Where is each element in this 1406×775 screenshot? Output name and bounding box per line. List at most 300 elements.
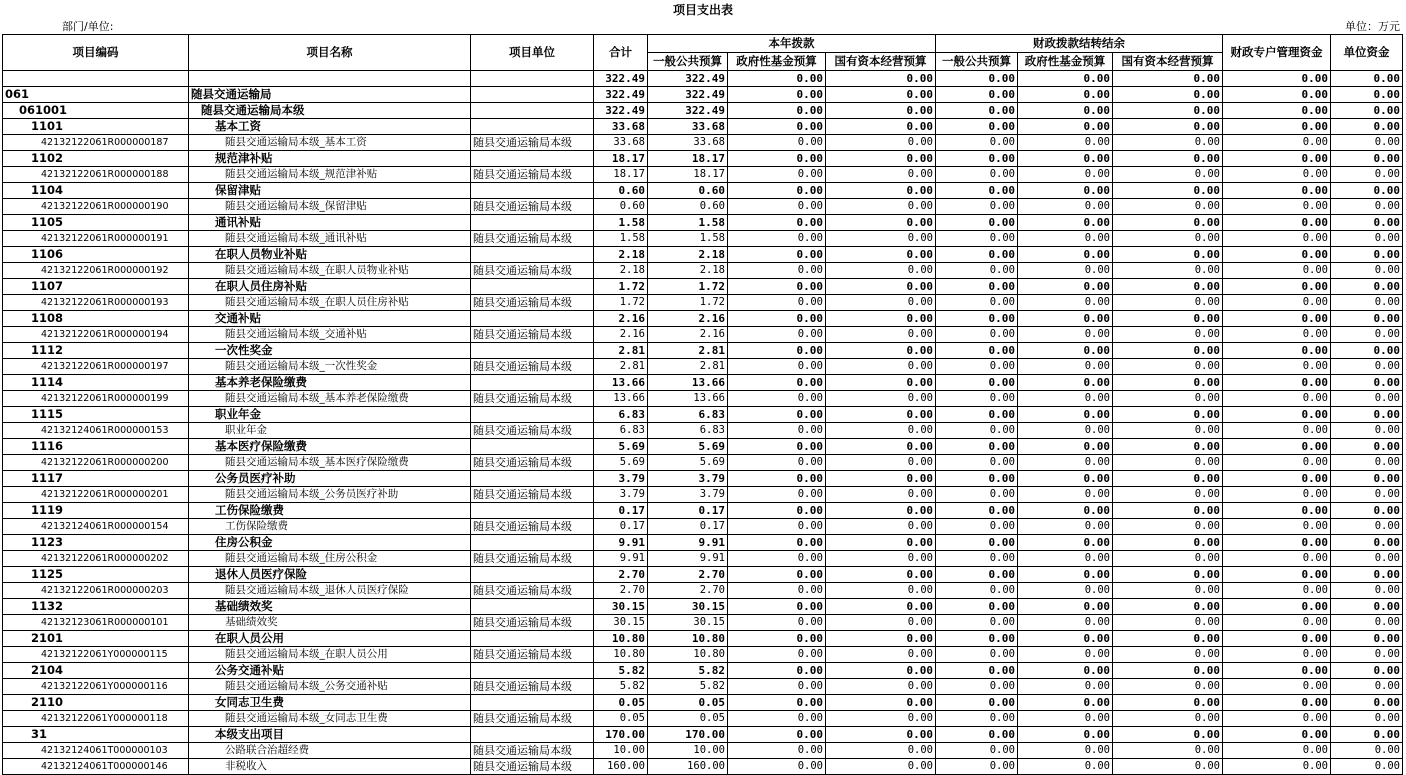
cell-g2-fund[interactable]: 0.00 <box>1018 759 1113 775</box>
cell-g2-fund[interactable]: 0.00 <box>1018 359 1113 375</box>
cell-g2-fund[interactable]: 0.00 <box>1018 503 1113 519</box>
cell-g2-fund[interactable]: 0.00 <box>1018 247 1113 263</box>
cell-g2-general[interactable]: 0.00 <box>936 487 1018 503</box>
cell-special-account[interactable]: 0.00 <box>1223 391 1331 407</box>
cell-name[interactable]: 住房公积金 <box>189 535 471 551</box>
cell-special-account[interactable]: 0.00 <box>1223 663 1331 679</box>
cell-code[interactable]: 1112 <box>3 343 189 359</box>
cell-g1-fund[interactable]: 0.00 <box>728 407 826 423</box>
cell-special-account[interactable]: 0.00 <box>1223 535 1331 551</box>
cell-code[interactable]: 42132122061R000000193 <box>3 295 189 311</box>
table-row[interactable] <box>3 535 1403 551</box>
cell-g2-general[interactable]: 0.00 <box>936 247 1018 263</box>
cell-g1-general[interactable]: 1.72 <box>648 279 728 295</box>
cell-g2-general[interactable]: 0.00 <box>936 455 1018 471</box>
cell-g1-state-capital[interactable]: 0.00 <box>826 695 936 711</box>
cell-code[interactable]: 1106 <box>3 247 189 263</box>
cell-g1-general[interactable]: 2.70 <box>648 567 728 583</box>
cell-g2-fund[interactable]: 0.00 <box>1018 295 1113 311</box>
table-row[interactable] <box>3 375 1403 391</box>
cell-g2-state-capital[interactable]: 0.00 <box>1113 599 1223 615</box>
cell-unit[interactable] <box>471 119 594 135</box>
cell-g1-general[interactable]: 18.17 <box>648 167 728 183</box>
table-row[interactable] <box>3 727 1403 743</box>
cell-code[interactable]: 2104 <box>3 663 189 679</box>
table-row[interactable] <box>3 423 1403 439</box>
cell-name[interactable]: 随县交通运输局本级_在职人员物业补贴 <box>189 263 471 279</box>
cell-own-funds[interactable]: 0.00 <box>1331 295 1403 311</box>
cell-g2-fund[interactable]: 0.00 <box>1018 455 1113 471</box>
table-row[interactable] <box>3 391 1403 407</box>
table-row[interactable] <box>3 759 1403 775</box>
cell-code[interactable]: 42132124061R000000153 <box>3 423 189 439</box>
cell-total[interactable]: 1.58 <box>594 215 648 231</box>
cell-g2-state-capital[interactable]: 0.00 <box>1113 631 1223 647</box>
cell-name[interactable]: 随县交通运输局 <box>189 87 471 103</box>
cell-total[interactable]: 0.60 <box>594 199 648 215</box>
cell-g2-fund[interactable]: 0.00 <box>1018 71 1113 87</box>
cell-g1-fund[interactable]: 0.00 <box>728 663 826 679</box>
cell-code[interactable]: 1119 <box>3 503 189 519</box>
cell-g1-fund[interactable]: 0.00 <box>728 695 826 711</box>
cell-g1-fund[interactable]: 0.00 <box>728 727 826 743</box>
cell-g2-state-capital[interactable]: 0.00 <box>1113 711 1223 727</box>
table-row[interactable] <box>3 631 1403 647</box>
cell-g2-state-capital[interactable]: 0.00 <box>1113 503 1223 519</box>
cell-unit[interactable]: 随县交通运输局本级 <box>471 519 594 535</box>
cell-g2-state-capital[interactable]: 0.00 <box>1113 743 1223 759</box>
cell-total[interactable]: 1.72 <box>594 279 648 295</box>
table-row[interactable] <box>3 471 1403 487</box>
table-row[interactable] <box>3 407 1403 423</box>
cell-name[interactable]: 随县交通运输局本级_住房公积金 <box>189 551 471 567</box>
cell-g1-state-capital[interactable]: 0.00 <box>826 135 936 151</box>
cell-own-funds[interactable]: 0.00 <box>1331 535 1403 551</box>
cell-code[interactable]: 42132122061R000000190 <box>3 199 189 215</box>
table-row[interactable] <box>3 135 1403 151</box>
cell-g2-general[interactable]: 0.00 <box>936 215 1018 231</box>
header-group-carryover[interactable]: 财政拨款结转结余 <box>936 35 1223 53</box>
cell-g1-general[interactable]: 0.05 <box>648 695 728 711</box>
table-row[interactable] <box>3 231 1403 247</box>
cell-unit[interactable] <box>471 567 594 583</box>
header-own-funds[interactable]: 单位资金 <box>1331 35 1403 71</box>
cell-special-account[interactable]: 0.00 <box>1223 199 1331 215</box>
cell-g2-state-capital[interactable]: 0.00 <box>1113 407 1223 423</box>
cell-g2-state-capital[interactable]: 0.00 <box>1113 759 1223 775</box>
cell-g2-state-capital[interactable]: 0.00 <box>1113 439 1223 455</box>
cell-g1-state-capital[interactable]: 0.00 <box>826 631 936 647</box>
cell-code[interactable]: 42132122061Y000000115 <box>3 647 189 663</box>
cell-own-funds[interactable]: 0.00 <box>1331 743 1403 759</box>
table-row[interactable] <box>3 71 1403 87</box>
cell-g2-state-capital[interactable]: 0.00 <box>1113 663 1223 679</box>
cell-total[interactable]: 0.05 <box>594 695 648 711</box>
cell-g2-fund[interactable]: 0.00 <box>1018 423 1113 439</box>
cell-g2-fund[interactable]: 0.00 <box>1018 711 1113 727</box>
cell-g1-general[interactable]: 5.69 <box>648 439 728 455</box>
cell-special-account[interactable]: 0.00 <box>1223 167 1331 183</box>
cell-g2-state-capital[interactable]: 0.00 <box>1113 87 1223 103</box>
cell-g2-state-capital[interactable]: 0.00 <box>1113 487 1223 503</box>
cell-code[interactable]: 1101 <box>3 119 189 135</box>
cell-own-funds[interactable]: 0.00 <box>1331 407 1403 423</box>
header-name[interactable]: 项目名称 <box>189 35 471 71</box>
cell-own-funds[interactable]: 0.00 <box>1331 231 1403 247</box>
cell-special-account[interactable]: 0.00 <box>1223 455 1331 471</box>
cell-g2-general[interactable]: 0.00 <box>936 727 1018 743</box>
cell-g1-state-capital[interactable]: 0.00 <box>826 375 936 391</box>
cell-total[interactable]: 10.00 <box>594 743 648 759</box>
cell-total[interactable]: 2.81 <box>594 343 648 359</box>
cell-own-funds[interactable]: 0.00 <box>1331 135 1403 151</box>
cell-name[interactable]: 基本工资 <box>189 119 471 135</box>
cell-unit[interactable]: 随县交通运输局本级 <box>471 743 594 759</box>
cell-own-funds[interactable]: 0.00 <box>1331 551 1403 567</box>
cell-code[interactable]: 42132124061T000000103 <box>3 743 189 759</box>
cell-g2-general[interactable]: 0.00 <box>936 87 1018 103</box>
table-row[interactable] <box>3 359 1403 375</box>
cell-unit[interactable] <box>471 599 594 615</box>
cell-g1-fund[interactable]: 0.00 <box>728 199 826 215</box>
cell-code[interactable]: 42132122061R000000199 <box>3 391 189 407</box>
cell-g2-state-capital[interactable]: 0.00 <box>1113 375 1223 391</box>
cell-g1-fund[interactable]: 0.00 <box>728 167 826 183</box>
cell-g1-general[interactable]: 5.82 <box>648 679 728 695</box>
cell-g1-fund[interactable]: 0.00 <box>728 439 826 455</box>
cell-g2-state-capital[interactable]: 0.00 <box>1113 151 1223 167</box>
cell-special-account[interactable]: 0.00 <box>1223 87 1331 103</box>
cell-special-account[interactable]: 0.00 <box>1223 503 1331 519</box>
cell-g2-fund[interactable]: 0.00 <box>1018 519 1113 535</box>
cell-g2-general[interactable]: 0.00 <box>936 183 1018 199</box>
cell-g1-general[interactable]: 2.81 <box>648 359 728 375</box>
cell-g2-general[interactable]: 0.00 <box>936 695 1018 711</box>
cell-g2-fund[interactable]: 0.00 <box>1018 471 1113 487</box>
cell-g2-fund[interactable]: 0.00 <box>1018 167 1113 183</box>
cell-own-funds[interactable]: 0.00 <box>1331 567 1403 583</box>
cell-own-funds[interactable]: 0.00 <box>1331 247 1403 263</box>
cell-code[interactable]: 061 <box>3 87 189 103</box>
table-row[interactable] <box>3 455 1403 471</box>
cell-g2-fund[interactable]: 0.00 <box>1018 599 1113 615</box>
cell-g1-state-capital[interactable]: 0.00 <box>826 391 936 407</box>
cell-g1-fund[interactable]: 0.00 <box>728 231 826 247</box>
cell-name[interactable]: 随县交通运输局本级_女同志卫生费 <box>189 711 471 727</box>
header-g2-state-capital[interactable]: 国有资本经营预算 <box>1113 53 1223 71</box>
cell-code[interactable]: 31 <box>3 727 189 743</box>
cell-g2-state-capital[interactable]: 0.00 <box>1113 71 1223 87</box>
cell-g2-state-capital[interactable]: 0.00 <box>1113 295 1223 311</box>
cell-total[interactable]: 13.66 <box>594 375 648 391</box>
cell-code[interactable]: 42132122061Y000000118 <box>3 711 189 727</box>
cell-g2-general[interactable]: 0.00 <box>936 167 1018 183</box>
cell-g2-state-capital[interactable]: 0.00 <box>1113 423 1223 439</box>
cell-g1-fund[interactable]: 0.00 <box>728 183 826 199</box>
cell-g1-state-capital[interactable]: 0.00 <box>826 439 936 455</box>
cell-special-account[interactable]: 0.00 <box>1223 119 1331 135</box>
cell-unit[interactable]: 随县交通运输局本级 <box>471 583 594 599</box>
header-g2-fund[interactable]: 政府性基金预算 <box>1018 53 1113 71</box>
cell-g2-general[interactable]: 0.00 <box>936 103 1018 119</box>
cell-own-funds[interactable]: 0.00 <box>1331 615 1403 631</box>
cell-g1-fund[interactable]: 0.00 <box>728 215 826 231</box>
cell-g2-fund[interactable]: 0.00 <box>1018 327 1113 343</box>
cell-total[interactable]: 5.82 <box>594 663 648 679</box>
cell-g1-state-capital[interactable]: 0.00 <box>826 215 936 231</box>
cell-g2-general[interactable]: 0.00 <box>936 615 1018 631</box>
cell-g2-general[interactable]: 0.00 <box>936 423 1018 439</box>
header-special-account[interactable]: 财政专户管理资金 <box>1223 35 1331 71</box>
cell-code[interactable]: 42132122061R000000187 <box>3 135 189 151</box>
cell-g2-state-capital[interactable]: 0.00 <box>1113 583 1223 599</box>
cell-g2-state-capital[interactable]: 0.00 <box>1113 695 1223 711</box>
cell-special-account[interactable]: 0.00 <box>1223 327 1331 343</box>
cell-g2-state-capital[interactable]: 0.00 <box>1113 647 1223 663</box>
cell-special-account[interactable]: 0.00 <box>1223 247 1331 263</box>
cell-g1-state-capital[interactable]: 0.00 <box>826 551 936 567</box>
cell-g2-fund[interactable]: 0.00 <box>1018 743 1113 759</box>
cell-g1-fund[interactable]: 0.00 <box>728 711 826 727</box>
cell-unit[interactable]: 随县交通运输局本级 <box>471 423 594 439</box>
cell-special-account[interactable]: 0.00 <box>1223 71 1331 87</box>
cell-name[interactable]: 公务员医疗补助 <box>189 471 471 487</box>
cell-own-funds[interactable]: 0.00 <box>1331 647 1403 663</box>
cell-g1-state-capital[interactable]: 0.00 <box>826 247 936 263</box>
cell-special-account[interactable]: 0.00 <box>1223 743 1331 759</box>
cell-total[interactable]: 13.66 <box>594 391 648 407</box>
cell-g2-fund[interactable]: 0.00 <box>1018 647 1113 663</box>
cell-unit[interactable] <box>471 215 594 231</box>
cell-unit[interactable] <box>471 151 594 167</box>
cell-g2-fund[interactable]: 0.00 <box>1018 663 1113 679</box>
cell-g2-fund[interactable]: 0.00 <box>1018 215 1113 231</box>
cell-g2-fund[interactable]: 0.00 <box>1018 407 1113 423</box>
cell-g2-general[interactable]: 0.00 <box>936 71 1018 87</box>
cell-name[interactable]: 随县交通运输局本级_在职人员住房补贴 <box>189 295 471 311</box>
cell-own-funds[interactable]: 0.00 <box>1331 759 1403 775</box>
cell-g1-state-capital[interactable]: 0.00 <box>826 231 936 247</box>
cell-total[interactable]: 9.91 <box>594 551 648 567</box>
cell-g1-state-capital[interactable]: 0.00 <box>826 103 936 119</box>
table-row[interactable] <box>3 487 1403 503</box>
cell-g2-fund[interactable]: 0.00 <box>1018 487 1113 503</box>
cell-name[interactable]: 保留津贴 <box>189 183 471 199</box>
cell-unit[interactable]: 随县交通运输局本级 <box>471 551 594 567</box>
cell-unit[interactable]: 随县交通运输局本级 <box>471 759 594 775</box>
cell-g1-state-capital[interactable]: 0.00 <box>826 311 936 327</box>
cell-g1-general[interactable]: 0.17 <box>648 503 728 519</box>
cell-own-funds[interactable]: 0.00 <box>1331 263 1403 279</box>
cell-g1-state-capital[interactable]: 0.00 <box>826 263 936 279</box>
cell-special-account[interactable]: 0.00 <box>1223 231 1331 247</box>
cell-g2-state-capital[interactable]: 0.00 <box>1113 327 1223 343</box>
cell-own-funds[interactable]: 0.00 <box>1331 359 1403 375</box>
cell-g1-state-capital[interactable]: 0.00 <box>826 87 936 103</box>
cell-special-account[interactable]: 0.00 <box>1223 279 1331 295</box>
cell-total[interactable]: 2.16 <box>594 311 648 327</box>
cell-special-account[interactable]: 0.00 <box>1223 295 1331 311</box>
cell-own-funds[interactable]: 0.00 <box>1331 727 1403 743</box>
cell-g1-fund[interactable]: 0.00 <box>728 247 826 263</box>
cell-g2-general[interactable]: 0.00 <box>936 631 1018 647</box>
cell-g2-fund[interactable]: 0.00 <box>1018 87 1113 103</box>
header-group-current-year[interactable]: 本年拨款 <box>648 35 936 53</box>
cell-g1-state-capital[interactable]: 0.00 <box>826 151 936 167</box>
cell-own-funds[interactable]: 0.00 <box>1331 119 1403 135</box>
cell-g1-general[interactable]: 2.70 <box>648 583 728 599</box>
table-row[interactable] <box>3 167 1403 183</box>
cell-g1-state-capital[interactable]: 0.00 <box>826 167 936 183</box>
header-total[interactable]: 合计 <box>594 35 648 71</box>
cell-special-account[interactable]: 0.00 <box>1223 183 1331 199</box>
cell-name[interactable] <box>189 71 471 87</box>
cell-unit[interactable] <box>471 375 594 391</box>
cell-name[interactable]: 随县交通运输局本级_基本工资 <box>189 135 471 151</box>
cell-g1-state-capital[interactable]: 0.00 <box>826 199 936 215</box>
cell-g2-state-capital[interactable]: 0.00 <box>1113 199 1223 215</box>
cell-code[interactable]: 1125 <box>3 567 189 583</box>
cell-g1-general[interactable]: 160.00 <box>648 759 728 775</box>
cell-g1-state-capital[interactable]: 0.00 <box>826 663 936 679</box>
cell-g1-general[interactable]: 322.49 <box>648 71 728 87</box>
cell-unit[interactable] <box>471 727 594 743</box>
cell-g1-general[interactable]: 5.69 <box>648 455 728 471</box>
cell-special-account[interactable]: 0.00 <box>1223 375 1331 391</box>
cell-own-funds[interactable]: 0.00 <box>1331 503 1403 519</box>
cell-g1-state-capital[interactable]: 0.00 <box>826 279 936 295</box>
cell-name[interactable]: 职业年金 <box>189 423 471 439</box>
cell-own-funds[interactable]: 0.00 <box>1331 455 1403 471</box>
cell-total[interactable]: 322.49 <box>594 103 648 119</box>
cell-g1-general[interactable]: 13.66 <box>648 375 728 391</box>
cell-g2-general[interactable]: 0.00 <box>936 295 1018 311</box>
cell-special-account[interactable]: 0.00 <box>1223 103 1331 119</box>
cell-g2-general[interactable]: 0.00 <box>936 663 1018 679</box>
cell-name[interactable]: 基本养老保险缴费 <box>189 375 471 391</box>
cell-name[interactable]: 随县交通运输局本级_保留津贴 <box>189 199 471 215</box>
cell-total[interactable]: 18.17 <box>594 151 648 167</box>
cell-g2-general[interactable]: 0.00 <box>936 679 1018 695</box>
cell-unit[interactable]: 随县交通运输局本级 <box>471 327 594 343</box>
cell-own-funds[interactable]: 0.00 <box>1331 87 1403 103</box>
cell-g2-fund[interactable]: 0.00 <box>1018 199 1113 215</box>
cell-name[interactable]: 工伤保险缴费 <box>189 519 471 535</box>
cell-g2-fund[interactable]: 0.00 <box>1018 535 1113 551</box>
cell-own-funds[interactable]: 0.00 <box>1331 695 1403 711</box>
cell-code[interactable]: 42132124061R000000154 <box>3 519 189 535</box>
cell-code[interactable]: 2110 <box>3 695 189 711</box>
cell-g1-state-capital[interactable]: 0.00 <box>826 535 936 551</box>
cell-code[interactable]: 1132 <box>3 599 189 615</box>
cell-g2-general[interactable]: 0.00 <box>936 263 1018 279</box>
cell-own-funds[interactable]: 0.00 <box>1331 583 1403 599</box>
cell-total[interactable]: 30.15 <box>594 599 648 615</box>
cell-total[interactable]: 160.00 <box>594 759 648 775</box>
cell-unit[interactable] <box>471 503 594 519</box>
cell-unit[interactable]: 随县交通运输局本级 <box>471 199 594 215</box>
cell-total[interactable]: 0.60 <box>594 183 648 199</box>
cell-g1-state-capital[interactable]: 0.00 <box>826 71 936 87</box>
cell-unit[interactable] <box>471 279 594 295</box>
cell-special-account[interactable]: 0.00 <box>1223 759 1331 775</box>
cell-special-account[interactable]: 0.00 <box>1223 423 1331 439</box>
cell-g1-state-capital[interactable]: 0.00 <box>826 727 936 743</box>
cell-name[interactable]: 退休人员医疗保险 <box>189 567 471 583</box>
cell-g2-state-capital[interactable]: 0.00 <box>1113 135 1223 151</box>
cell-g1-general[interactable]: 6.83 <box>648 407 728 423</box>
cell-unit[interactable] <box>471 407 594 423</box>
cell-g2-fund[interactable]: 0.00 <box>1018 263 1113 279</box>
table-row[interactable] <box>3 583 1403 599</box>
cell-g1-fund[interactable]: 0.00 <box>728 343 826 359</box>
cell-special-account[interactable]: 0.00 <box>1223 343 1331 359</box>
cell-g2-general[interactable]: 0.00 <box>936 279 1018 295</box>
cell-special-account[interactable]: 0.00 <box>1223 439 1331 455</box>
cell-own-funds[interactable]: 0.00 <box>1331 663 1403 679</box>
table-row[interactable] <box>3 663 1403 679</box>
cell-special-account[interactable]: 0.00 <box>1223 727 1331 743</box>
cell-name[interactable]: 本级支出项目 <box>189 727 471 743</box>
cell-own-funds[interactable]: 0.00 <box>1331 311 1403 327</box>
cell-g2-state-capital[interactable]: 0.00 <box>1113 471 1223 487</box>
header-g1-state-capital[interactable]: 国有资本经营预算 <box>826 53 936 71</box>
cell-unit[interactable]: 随县交通运输局本级 <box>471 455 594 471</box>
cell-unit[interactable]: 随县交通运输局本级 <box>471 391 594 407</box>
cell-unit[interactable]: 随县交通运输局本级 <box>471 679 594 695</box>
cell-g2-fund[interactable]: 0.00 <box>1018 151 1113 167</box>
cell-name[interactable]: 随县交通运输局本级_通讯补贴 <box>189 231 471 247</box>
cell-total[interactable]: 2.18 <box>594 247 648 263</box>
cell-g1-general[interactable]: 6.83 <box>648 423 728 439</box>
cell-g2-general[interactable]: 0.00 <box>936 407 1018 423</box>
cell-special-account[interactable]: 0.00 <box>1223 311 1331 327</box>
cell-own-funds[interactable]: 0.00 <box>1331 631 1403 647</box>
cell-g1-fund[interactable]: 0.00 <box>728 551 826 567</box>
table-row[interactable] <box>3 615 1403 631</box>
cell-own-funds[interactable]: 0.00 <box>1331 423 1403 439</box>
cell-name[interactable]: 在职人员住房补贴 <box>189 279 471 295</box>
cell-g2-state-capital[interactable]: 0.00 <box>1113 455 1223 471</box>
cell-g2-fund[interactable]: 0.00 <box>1018 439 1113 455</box>
cell-g1-general[interactable]: 9.91 <box>648 535 728 551</box>
cell-name[interactable]: 一次性奖金 <box>189 343 471 359</box>
cell-total[interactable]: 6.83 <box>594 423 648 439</box>
cell-own-funds[interactable]: 0.00 <box>1331 471 1403 487</box>
cell-own-funds[interactable]: 0.00 <box>1331 167 1403 183</box>
cell-g1-fund[interactable]: 0.00 <box>728 423 826 439</box>
cell-unit[interactable] <box>471 71 594 87</box>
cell-g1-state-capital[interactable]: 0.00 <box>826 407 936 423</box>
cell-code[interactable]: 42132122061R000000203 <box>3 583 189 599</box>
cell-special-account[interactable]: 0.00 <box>1223 599 1331 615</box>
cell-name[interactable]: 基本医疗保险缴费 <box>189 439 471 455</box>
cell-unit[interactable]: 随县交通运输局本级 <box>471 231 594 247</box>
cell-g2-fund[interactable]: 0.00 <box>1018 679 1113 695</box>
cell-g2-general[interactable]: 0.00 <box>936 583 1018 599</box>
cell-g1-fund[interactable]: 0.00 <box>728 583 826 599</box>
cell-g1-state-capital[interactable]: 0.00 <box>826 119 936 135</box>
cell-g1-state-capital[interactable]: 0.00 <box>826 471 936 487</box>
cell-g2-state-capital[interactable]: 0.00 <box>1113 551 1223 567</box>
header-code[interactable]: 项目编码 <box>3 35 189 71</box>
cell-g1-fund[interactable]: 0.00 <box>728 743 826 759</box>
cell-total[interactable]: 0.05 <box>594 711 648 727</box>
cell-g1-fund[interactable]: 0.00 <box>728 487 826 503</box>
cell-special-account[interactable]: 0.00 <box>1223 647 1331 663</box>
cell-g2-fund[interactable]: 0.00 <box>1018 183 1113 199</box>
cell-g1-state-capital[interactable]: 0.00 <box>826 711 936 727</box>
